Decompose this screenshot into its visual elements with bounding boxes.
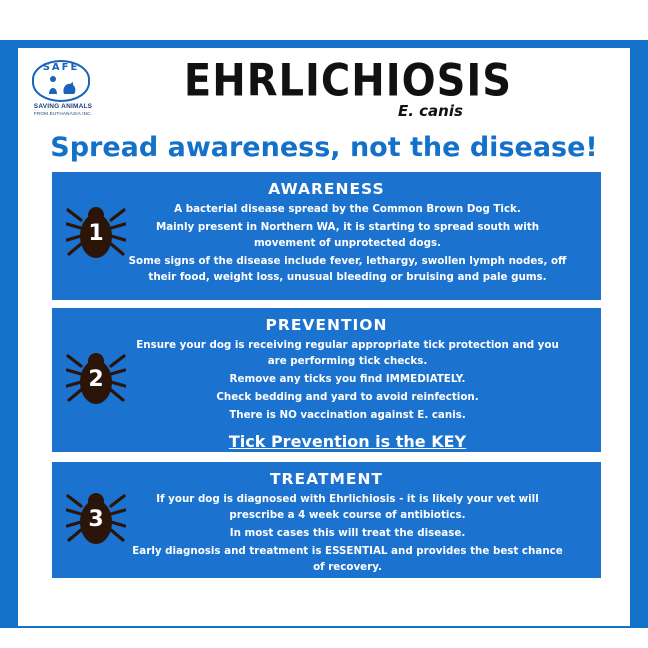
- tick-icon: [66, 488, 126, 552]
- page-title: EHRLICHIOSIS: [183, 55, 513, 107]
- scientific-name: E. canis: [398, 102, 463, 120]
- section-number: 3: [88, 507, 104, 532]
- dog-and-person-logo-icon: [42, 75, 80, 95]
- section-heading: PREVENTION: [265, 316, 388, 334]
- poster-header: [18, 52, 630, 120]
- section-body: [52, 488, 601, 576]
- tick-icon: [66, 202, 126, 266]
- tagline: Spread awareness, not the disease!: [50, 132, 598, 163]
- section-line: Early diagnosis and treatment is ESSENTIAL and provides the best chance of recovery.: [132, 544, 563, 573]
- section-body: [52, 198, 601, 286]
- section-heading: TREATMENT: [269, 470, 384, 488]
- section-prevention: [52, 308, 601, 452]
- logo-org-name: SAVING ANIMALS: [33, 103, 93, 110]
- section-awareness: [52, 172, 601, 300]
- organization-logo: [24, 60, 102, 122]
- section-line: There is NO vaccination against E. canis.: [229, 408, 466, 421]
- section-line: Check bedding and yard to avoid reinfection.: [216, 390, 479, 403]
- section-line: In most cases this will treat the disease.: [229, 526, 466, 539]
- logo-badge-text: SAFE: [42, 62, 80, 73]
- section-treatment: [52, 462, 601, 578]
- section-line: Mainly present in Northern WA, it is starting to spread south with movement of unprotected dogs.: [155, 220, 540, 249]
- section-number: 2: [88, 367, 104, 392]
- section-line: If your dog is diagnosed with Ehrlichiosis - it is likely your vet will prescribe a 4 week course of antibiotics.: [156, 493, 539, 521]
- section-body: [52, 334, 601, 455]
- section-heading: AWARENESS: [268, 180, 385, 198]
- section-line: Ensure your dog is receiving regular appropriate tick protection and you are performing tick checks.: [136, 339, 559, 367]
- section-emphasis: Tick Prevention is the KEY: [228, 431, 467, 451]
- section-number: 1: [88, 221, 104, 246]
- section-line: Remove any ticks you find IMMEDIATELY.: [229, 372, 466, 385]
- logo-org-tagline: FROM EUTHANASIA INC.: [33, 111, 93, 116]
- tick-icon: [66, 348, 126, 412]
- section-line: Some signs of the disease include fever, lethargy, swollen lymph nodes, off their food, weight loss, unusual bleeding or bruising and pale gums.: [128, 254, 567, 283]
- section-line: A bacterial disease spread by the Common Brown Dog Tick.: [174, 203, 521, 215]
